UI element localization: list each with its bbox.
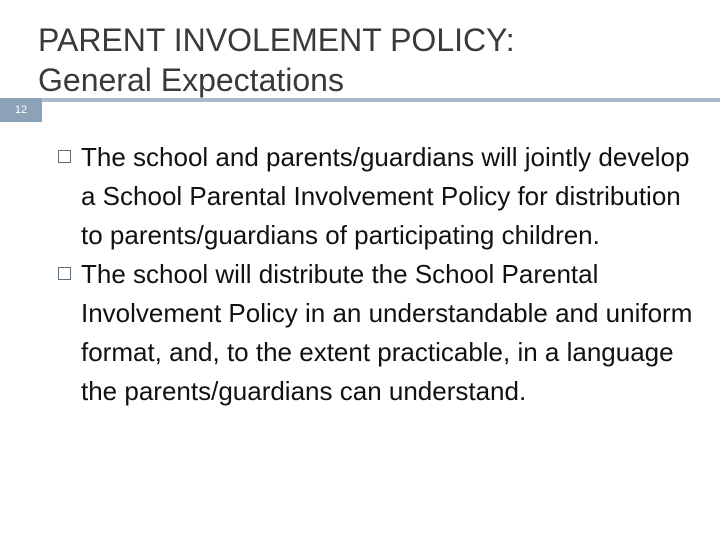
- slide-title-line1: PARENT INVOLEMENT POLICY:: [38, 22, 515, 58]
- square-bullet-icon: [58, 150, 71, 163]
- bullet-text-1: The school and parents/guardians will jointly develop a School Parental Involvement Policy for distribution to parents/guardians of participating children.: [81, 142, 690, 250]
- slide-number: 12: [14, 104, 28, 116]
- bullet-list: [58, 138, 708, 411]
- slide-number-box: [0, 98, 42, 122]
- slide-title-line2: General Expectations: [38, 62, 344, 98]
- square-bullet-icon: [58, 267, 71, 280]
- bullet-item-1: [58, 138, 708, 255]
- bullet-item-2: [58, 255, 708, 411]
- slide-title: [38, 20, 708, 100]
- bullet-text-2: The school will distribute the School Parental Involvement Policy in an understandable and uniform format, and, to the extent practicable, in a language the parents/guardians can understand.: [81, 259, 693, 406]
